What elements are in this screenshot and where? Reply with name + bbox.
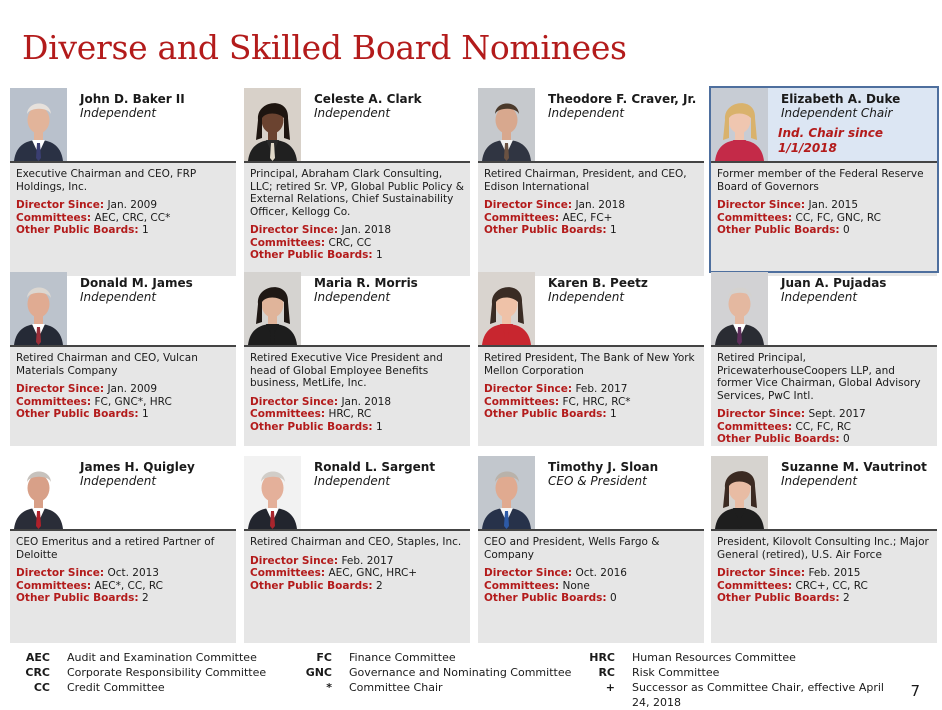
nominee-role: Independent: [80, 474, 157, 488]
nominee-bio: Retired Principal, PricewaterhouseCoopers LLP, and former Vice Chairman, Global Advisory Services, PwC Intl.: [717, 352, 921, 402]
nominee-name: Juan A. Pujadas Independent: [781, 276, 887, 304]
committees: Committees: CC, FC, GNC, RC: [717, 211, 881, 224]
nominee-photo: [244, 88, 301, 161]
nominee-role: Independent: [80, 106, 157, 120]
director-since: Director Since: Feb. 2015: [717, 567, 861, 579]
other-public-boards: Other Public Boards: 1: [16, 224, 149, 236]
legend-column: [22, 650, 307, 695]
nominee-card: [711, 456, 937, 643]
other-public-boards: Other Public Boards: 2: [16, 592, 149, 604]
nominee-bio: Retired Chairman, President, and CEO, Edison International: [484, 168, 687, 193]
legend-item: [585, 680, 902, 710]
nominee-role: Independent: [314, 474, 391, 488]
nominee-info: [711, 531, 937, 643]
committees: Committees: CC, FC, RC: [717, 420, 851, 433]
director-since: Director Since: Jan. 2018: [250, 395, 392, 408]
legend-abbr: HRC: [589, 651, 615, 664]
nominee-photo: [244, 456, 301, 529]
nominee-info: [478, 163, 704, 276]
nominee-header: [478, 456, 704, 529]
legend-definition: Credit Committee: [67, 681, 165, 694]
nominee-bio: Principal, Abraham Clark Consulting, LLC; retired Sr. VP, Global Public Policy & External Relations, Chief Sustainability Officer, Kellogg Co.: [250, 168, 464, 218]
nominee-info: [711, 163, 937, 276]
legend-definition: Committee Chair: [349, 681, 443, 694]
other-public-boards: Other Public Boards: 0: [484, 592, 617, 604]
chair-note: Ind. Chair since 1/1/2018: [778, 126, 884, 155]
nominee-photo: [711, 88, 768, 161]
legend-definition: Finance Committee: [349, 651, 456, 664]
nominee-card: [244, 272, 470, 446]
director-since: Director Since: Jan. 2018: [484, 199, 626, 211]
legend-item: [300, 650, 589, 665]
nominee-photo: [478, 456, 535, 529]
legend-abbr: +: [605, 681, 615, 694]
nominee-role: Independent: [314, 106, 391, 120]
committees: Committees: HRC, RC: [250, 408, 372, 420]
legend-column: [300, 650, 589, 695]
nominee-bio: Retired President, The Bank of New York Mellon Corporation: [484, 352, 695, 377]
nominee-bio: President, Kilovolt Consulting Inc.; Major General (retired), U.S. Air Force: [717, 536, 929, 561]
nominee-name: James H. Quigley Independent: [80, 460, 195, 488]
director-since: Director Since: Sept. 2017: [717, 408, 866, 420]
director-since: Director Since: Jan. 2015: [717, 199, 859, 211]
nominee-bio: Retired Executive Vice President and head of Global Employee Benefits business, MetLife, Inc.: [250, 352, 443, 389]
nominee-card: [244, 456, 470, 643]
nominee-header: [10, 88, 236, 161]
director-since: Director Since: Jan. 2018: [250, 224, 392, 236]
nominee-role: Independent: [548, 106, 625, 120]
nominee-info: [711, 347, 937, 446]
legend-abbr: *: [326, 681, 332, 694]
legend-definition: Corporate Responsibility Committee: [67, 666, 267, 679]
nominee-role: CEO & President: [548, 474, 647, 488]
nominee-name: Elizabeth A. Duke Independent Chair: [781, 92, 901, 120]
legend-abbr: GNC: [305, 666, 332, 679]
nominee-header: [244, 272, 470, 345]
nominee-card: [478, 272, 704, 446]
other-public-boards: Other Public Boards: 2: [717, 592, 850, 604]
director-since: Director Since: Oct. 2016: [484, 567, 627, 579]
nominee-name: Celeste A. Clark Independent: [314, 92, 422, 120]
page-number: 7: [910, 682, 920, 700]
nominee-name: Theodore F. Craver, Jr. Independent: [548, 92, 697, 120]
nominee-header: [711, 456, 937, 529]
nominee-bio: CEO and President, Wells Fargo & Company: [484, 536, 660, 561]
nominee-bio: Executive Chairman and CEO, FRP Holdings, Inc.: [16, 168, 197, 193]
nominee-card: [244, 88, 470, 276]
nominee-photo: [711, 456, 768, 529]
other-public-boards: Other Public Boards: 1: [484, 408, 617, 420]
committees: Committees: FC, GNC*, HRC: [16, 395, 172, 408]
nominee-role: Independent Chair: [781, 106, 893, 120]
nominee-header: [478, 272, 704, 345]
nominee-role: Independent: [781, 290, 858, 304]
nominee-bio: CEO Emeritus and a retired Partner of Deloitte: [16, 536, 215, 561]
other-public-boards: Other Public Boards: 1: [250, 420, 383, 433]
other-public-boards: Other Public Boards: 0: [717, 224, 850, 236]
other-public-boards: Other Public Boards: 1: [16, 408, 149, 420]
director-since: Director Since: Feb. 2017: [484, 383, 628, 395]
legend-item: [585, 665, 902, 680]
legend-item: [22, 650, 307, 665]
nominee-header: [244, 88, 470, 161]
nominee-bio: Retired Chairman and CEO, Staples, Inc.: [250, 536, 462, 548]
committees: Committees: AEC, GNC, HRC+: [250, 567, 418, 579]
nominee-info: [244, 163, 470, 276]
nominee-photo: [478, 272, 535, 345]
nominee-photo: [10, 88, 67, 161]
nominee-name: Suzanne M. Vautrinot Independent: [781, 460, 927, 488]
director-since: Director Since: Oct. 2013: [16, 567, 159, 579]
nominee-name: John D. Baker II Independent: [80, 92, 185, 120]
nominee-header: [478, 88, 704, 161]
page-title: Diverse and Skilled Board Nominees: [22, 28, 627, 67]
nominee-card: [478, 456, 704, 643]
nominee-card: [478, 88, 704, 276]
nominee-name: Ronald L. Sargent Independent: [314, 460, 436, 488]
nominee-info: [244, 531, 470, 643]
nominee-header: [711, 272, 937, 345]
nominee-name: Maria R. Morris Independent: [314, 276, 418, 304]
nominee-bio: Former member of the Federal Reserve Board of Governors: [717, 168, 924, 193]
nominee-photo: [244, 272, 301, 345]
legend-definition: Risk Committee: [632, 666, 720, 679]
legend-definition: Human Resources Committee: [632, 651, 796, 664]
nominee-info: [10, 163, 236, 276]
committees: Committees: None: [484, 579, 590, 592]
committees: Committees: AEC, FC+: [484, 211, 613, 224]
other-public-boards: Other Public Boards: 1: [484, 224, 617, 236]
nominee-photo: [10, 272, 67, 345]
nominee-header: [10, 456, 236, 529]
nominee-role: Independent: [314, 290, 391, 304]
nominee-role: Independent: [80, 290, 157, 304]
legend-item: [585, 650, 902, 665]
director-since: Director Since: Feb. 2017: [250, 554, 394, 567]
legend-abbr: RC: [598, 666, 615, 679]
nominee-info: [10, 347, 236, 446]
nominee-photo: [478, 88, 535, 161]
legend-item: [300, 680, 589, 695]
nominee-header: [711, 88, 937, 161]
other-public-boards: Other Public Boards: 1: [250, 249, 383, 261]
nominee-role: Independent: [548, 290, 625, 304]
nominee-header: [244, 456, 470, 529]
director-since: Director Since: Jan. 2009: [16, 199, 158, 211]
nominee-photo: [711, 272, 768, 345]
nominee-name: Donald M. James Independent: [80, 276, 193, 304]
nominee-name: Karen B. Peetz Independent: [548, 276, 648, 304]
committees: Committees: AEC, CRC, CC*: [16, 211, 171, 224]
nominee-info: [478, 347, 704, 446]
nominee-photo: [10, 456, 67, 529]
nominee-info: [10, 531, 236, 643]
nominee-bio: Retired Chairman and CEO, Vulcan Materials Company: [16, 352, 198, 377]
legend-abbr: CC: [33, 681, 50, 694]
legend-item: [22, 680, 307, 695]
nominee-role: Independent: [781, 474, 858, 488]
nominee-card: [10, 456, 236, 643]
nominee-card: [10, 88, 236, 276]
legend-definition: Audit and Examination Committee: [67, 651, 257, 664]
legend-column: [585, 650, 902, 710]
other-public-boards: Other Public Boards: 0: [717, 433, 850, 445]
legend-item: [300, 665, 589, 680]
committees: Committees: CRC, CC: [250, 236, 372, 249]
nominee-card: [711, 88, 937, 271]
nominee-header: [10, 272, 236, 345]
director-since: Director Since: Jan. 2009: [16, 383, 158, 395]
legend-abbr: CRC: [25, 666, 50, 679]
committees: Committees: CRC+, CC, RC: [717, 579, 868, 592]
legend-definition: Governance and Nominating Committee: [349, 666, 572, 679]
nominee-card: [10, 272, 236, 446]
other-public-boards: Other Public Boards: 2: [250, 579, 383, 592]
committees: Committees: AEC*, CC, RC: [16, 579, 164, 592]
legend-definition: Successor as Committee Chair, effective April 24, 2018: [632, 681, 884, 709]
nominee-name: Timothy J. Sloan CEO & President: [548, 460, 659, 488]
legend-abbr: FC: [316, 651, 332, 664]
legend-item: [22, 665, 307, 680]
nominee-info: [478, 531, 704, 643]
nominee-info: [244, 347, 470, 446]
legend-abbr: AEC: [25, 651, 50, 664]
committees: Committees: FC, HRC, RC*: [484, 395, 631, 408]
nominee-card: [711, 272, 937, 446]
